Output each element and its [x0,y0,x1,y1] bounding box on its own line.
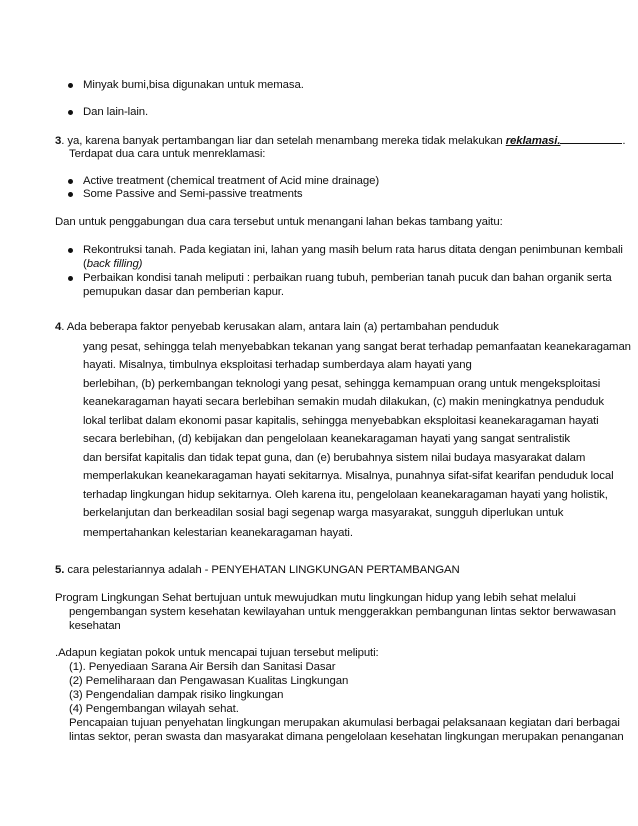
bullet-icon [68,192,73,197]
list-item: Perbaikan kondisi tanah meliputi : perbaikan ruang tubuh, pemberian tanah pucuk dan bahan organik serta [83,272,612,284]
section-3-number: 3 [55,135,62,147]
activity-item: (1). Penyediaan Sarana Air Bersih dan Sanitasi Dasar [69,661,336,673]
closing-line: Pencapaian tujuan penyehatan lingkungan merupakan akumulasi berbagai pelaksanaan kegiatan dari berbagai [69,717,620,729]
section-4-line: mempertahankan kelestarian keanekaragaman hayati. [83,527,353,539]
section-3-line-2: Terdapat dua cara untuk menreklamasi: [69,148,266,160]
section-4-line: lokal terlibat dalam ekonomi pasar kapitalis, sehingga menyebabkan eksploitasi keanekaragaman hayati [83,415,599,427]
list-item: Active treatment (chemical treatment of Acid mine drainage) [83,175,380,187]
list-item: Dan lain-lain. [83,106,149,118]
list-item-continuation: pemupukan dasar dan pemberian kapur. [83,286,284,298]
section-4-line: secara berlebihan, (d) kebijakan dan pengelolaan keanekaragaman hayati yang sangat sentralistik [83,433,570,445]
bullet-icon [68,276,73,281]
underline-blank [560,133,622,144]
list-item-continuation: (back filling) [83,258,143,270]
section-4-line: 4. Ada beberapa faktor penyebab kerusakan alam, antara lain (a) pertambahan penduduk [55,321,499,333]
section-3-line-1 [55,133,626,148]
section-4-line: berlebihan, (b) perkembangan teknologi yang pesat, sehingga kemampuan orang untuk mengeksploitasi [83,378,601,390]
section-3-text: . ya, karena banyak pertambangan liar dan setelah menambang mereka tidak melakukan [61,135,506,147]
activity-item: (4) Pengembangan wilayah sehat. [69,703,239,715]
section-3-intro: Dan untuk penggabungan dua cara tersebut untuk menangani lahan bekas tambang yaitu: [55,216,503,228]
reklamasi-term: reklamasi. [505,135,561,147]
section-4-line: terhadap lingkungan hidup sekitarnya. Oleh karena itu, pengelolaan keanekaragaman hayati yang holistik, [83,489,608,501]
activity-item: (2) Pemeliharaan dan Pengawasan Kualitas Lingkungan [69,675,349,687]
list-item: Rekontruksi tanah. Pada kegiatan ini, lahan yang masih belum rata harus ditata dengan penimbunan kembali [83,244,623,256]
section-4-line: berkelanjutan dan berkeadilan sosial bagi segenap warga masyarakat, sungguh diperlukan untuk [83,507,564,519]
activities-intro: .Adapun kegiatan pokok untuk mencapai tujuan tersebut meliputi: [55,647,379,659]
section-4-line: memperlakukan keanekaragaman hayati sekitarnya. Misalnya, punahnya sifat-sifat kearifan penduduk local [83,470,614,482]
bullet-icon [68,248,73,253]
section-4-line: dan bersifat kapitalis dan tidak tepat guna, dan (e) berubahnya sistem nilai budaya masyarakat dalam [83,452,586,464]
activity-item: (3) Pengendalian dampak risiko lingkungan [69,689,284,701]
section-4-line: yang pesat, sehingga telah menyebabkan tekanan yang sangat berat terhadap pemanfaatan keanekaragaman [83,341,631,353]
section-4-line: keanekaragaman hayati secara berlebihan semakin mudah dilakukan, (c) makin meningkatnya penduduk [83,396,605,408]
bullet-icon [68,179,73,184]
bullet-icon [68,83,73,88]
list-item: Minyak bumi,bisa digunakan untuk memasa. [83,79,304,91]
section-4-number: 4 [55,321,62,333]
list-item: Some Passive and Semi-passive treatments [83,188,303,200]
program-line: kesehatan [69,620,121,632]
section-5-heading: 5. cara pelestariannya adalah - PENYEHATAN LINGKUNGAN PERTAMBANGAN [55,564,460,576]
section-4-line: hayati. Misalnya, timbulnya eksploitasi terhadap sumberdaya alam hayati yang [83,359,472,371]
bullet-icon [68,110,73,115]
program-line: pengembangan system kesehatan kewilayahan untuk menggerakkan pembangunan lintas sektor berwawasan [69,606,616,618]
section-5-number: 5. [55,564,65,576]
closing-line: lintas sektor, peran swasta dan masyarakat dimana pengelolaan kesehatan lingkungan merupakan penanganan [69,731,624,743]
section-3-trail: . [622,135,626,147]
program-line: Program Lingkungan Sehat bertujuan untuk mewujudkan mutu lingkungan hidup yang lebih sehat melalui [55,592,576,604]
